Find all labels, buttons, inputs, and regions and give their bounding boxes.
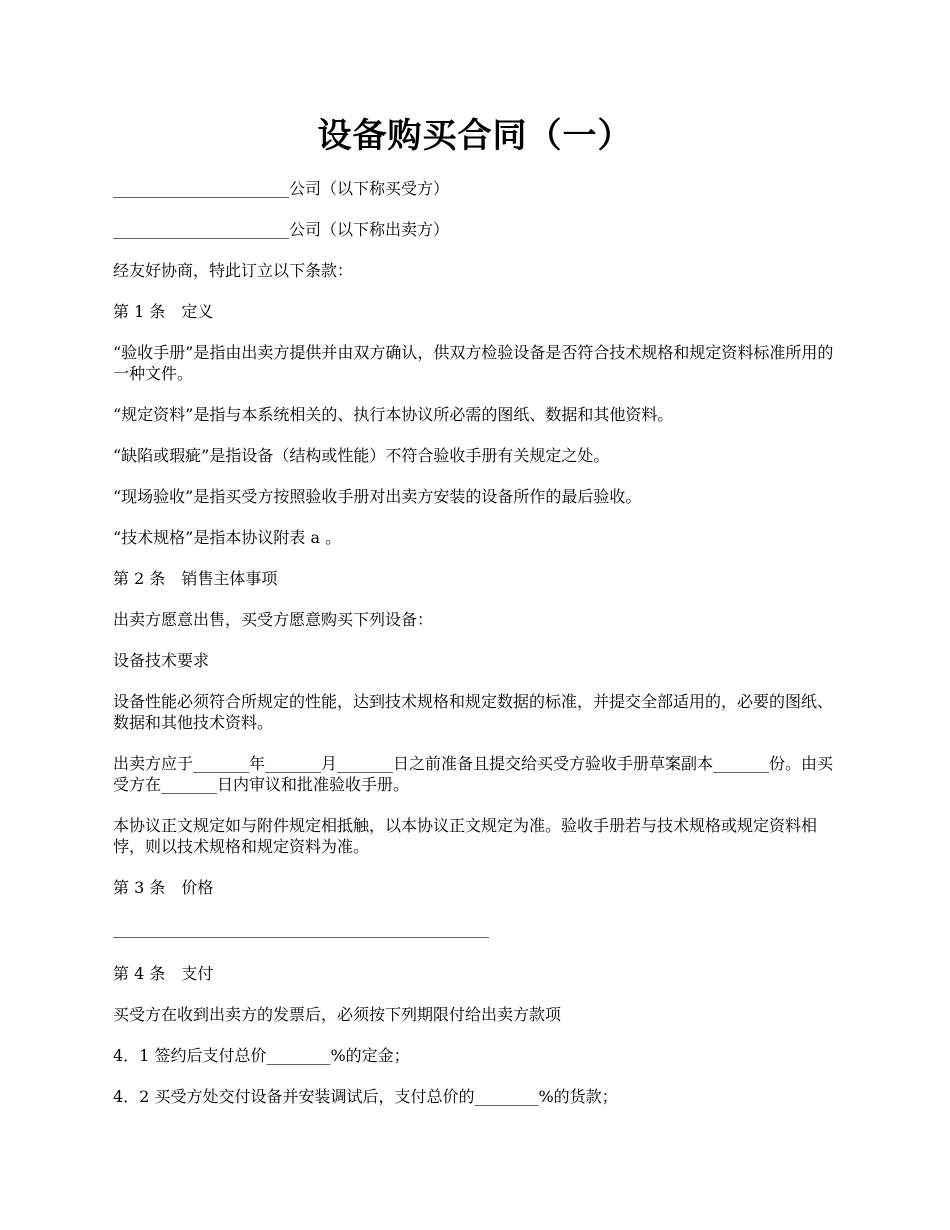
definition-defects: “缺陷或瑕疵”是指设备（结构或性能）不符合验收手册有关规定之处。 [113, 446, 610, 465]
price-blank-line: _______________________________________________ [113, 919, 489, 938]
article-1-heading: 第 1 条 定义 [113, 302, 214, 321]
payment-intro: 买受方在收到出卖方的发票后，必须按下列期限付给出卖方款项 [113, 1005, 562, 1024]
seller-party-line: ______________________公司（以下称出卖方） [113, 220, 450, 239]
definition-site-acceptance: “现场验收”是指买受方按照验收手册对出卖方安装的设备所作的最后验收。 [113, 487, 642, 506]
manual-submission-clause: 出卖方应于_______年_______月_______日之前准备且提交给买受方验收手册草案副本_______份。由买受方在_______日内审议和批准验收手册。 [113, 754, 834, 794]
payment-item-4-2: 4．2 买受方处交付设备并安装调试后，支付总价的________%的货款； [113, 1087, 618, 1106]
sale-statement: 出卖方愿意出售，买受方愿意购买下列设备： [113, 610, 434, 629]
payment-item-4-1: 4．1 签约后支付总价________%的定金； [113, 1046, 410, 1065]
article-2-heading: 第 2 条 销售主体事项 [113, 569, 278, 588]
document-title: 设备购买合同（一） [317, 116, 633, 156]
precedence-clause: 本协议正文规定如与附件规定相抵触，以本协议正文规定为准。验收手册若与技术规格或规定资料相悖，则以技术规格和规定资料为准。 [113, 816, 818, 856]
definition-technical-specifications: “技术规格”是指本协议附表 a 。 [113, 528, 342, 547]
document-body [113, 178, 841, 1127]
definition-acceptance-manual: “验收手册”是指由出卖方提供并由双方确认，供双方检验设备是否符合技术规格和规定资料标准所用的一种文件。 [113, 343, 834, 383]
definition-specified-materials: “规定资料”是指与本系统相关的、执行本协议所必需的图纸、数据和其他资料。 [113, 405, 674, 424]
preamble: 经友好协商，特此订立以下条款： [113, 261, 354, 280]
article-3-heading: 第 3 条 价格 [113, 878, 214, 897]
equipment-requirements-heading: 设备技术要求 [113, 651, 210, 670]
buyer-party-line: ______________________公司（以下称买受方） [113, 179, 450, 198]
article-4-heading: 第 4 条 支付 [113, 964, 214, 983]
performance-requirements: 设备性能必须符合所规定的性能，达到技术规格和规定数据的标准，并提交全部适用的，必要的图纸、数据和其他技术资料。 [113, 692, 834, 732]
